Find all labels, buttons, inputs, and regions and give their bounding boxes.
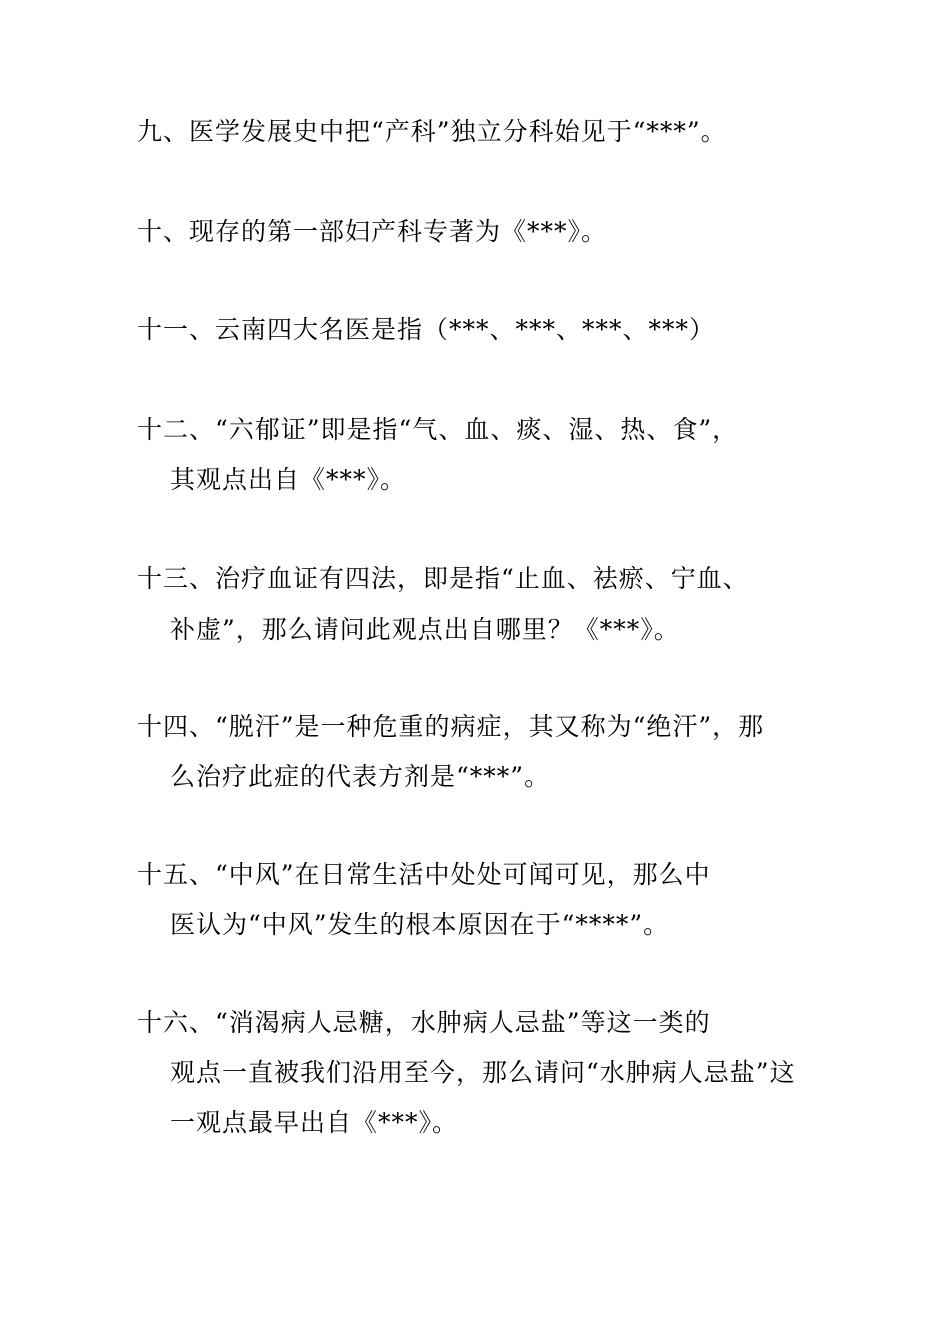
question-9-line-1: 九、医学发展史中把“产科”独立分科始见于“***”。 bbox=[137, 117, 727, 146]
question-12-line-2: 其观点出自《***》。 bbox=[170, 465, 407, 494]
question-15-line-1: 十五、“中风”在日常生活中处处可闻可见，那么中 bbox=[137, 860, 711, 889]
question-13-line-1: 十三、治疗血证有四法，即是指“止血、祛瘀、宁血、 bbox=[137, 564, 749, 593]
question-11-line-1: 十一、云南四大名医是指（***、***、***、***） bbox=[137, 315, 716, 344]
question-13-line-2: 补虚”，那么请问此观点出自哪里？《***》。 bbox=[170, 615, 680, 644]
question-16-line-2: 观点一直被我们沿用至今，那么请问“水肿病人忌盐”这 bbox=[170, 1058, 796, 1087]
question-16-line-1: 十六、“消渴病人忌糖，水肿病人忌盐”等这一类的 bbox=[137, 1008, 711, 1037]
question-16-line-3: 一观点最早出自《***》。 bbox=[170, 1108, 459, 1137]
question-14-line-1: 十四、“脱汗”是一种危重的病症，其又称为“绝汗”，那 bbox=[137, 712, 765, 741]
question-15-line-2: 医认为“中风”发生的根本原因在于“****”。 bbox=[170, 910, 670, 939]
question-10-line-1: 十、现存的第一部妇产科专著为《***》。 bbox=[137, 217, 608, 246]
question-12-line-1: 十二、“六郁证”即是指“气、血、痰、湿、热、食”， bbox=[137, 415, 739, 444]
question-14-line-2: 么治疗此症的代表方剂是“***”。 bbox=[170, 762, 551, 791]
